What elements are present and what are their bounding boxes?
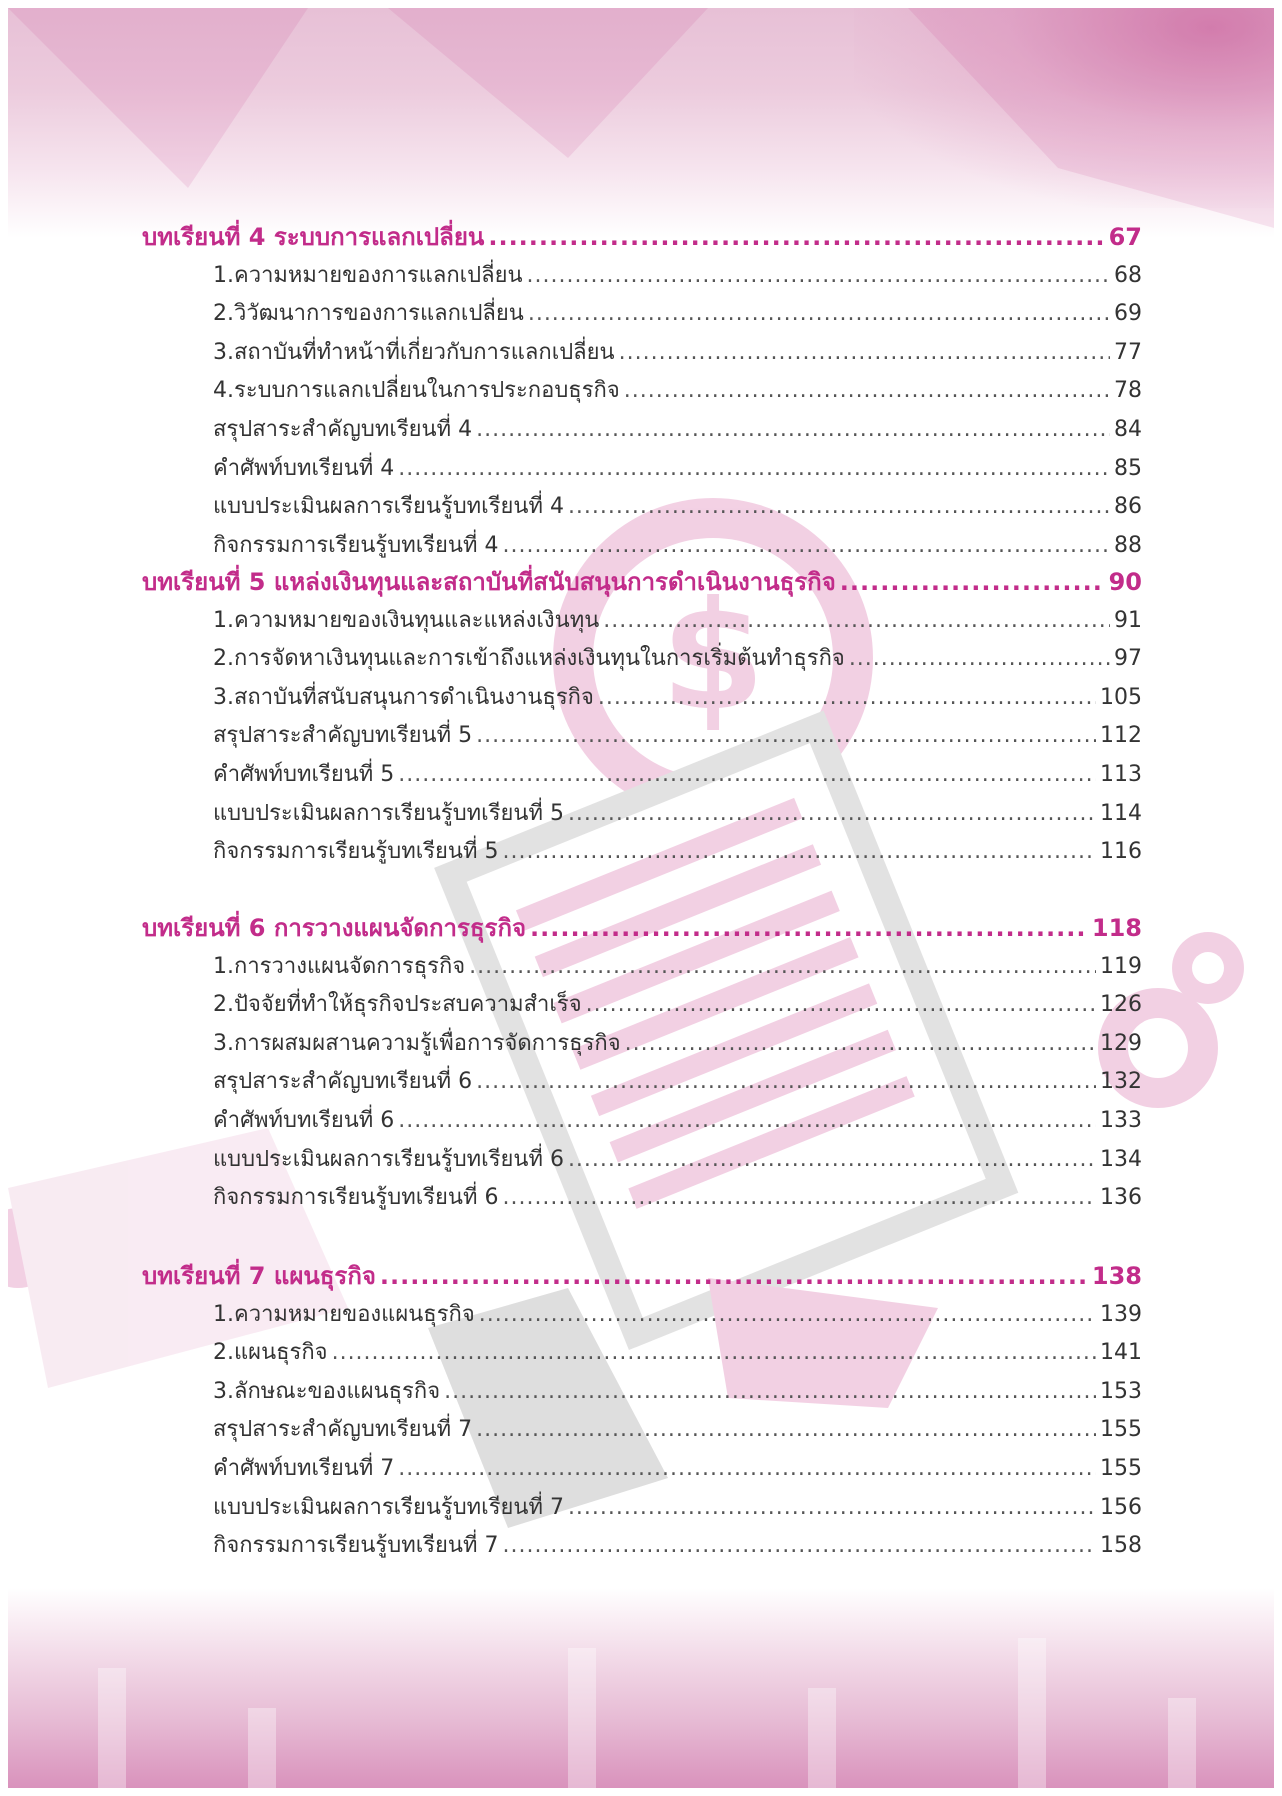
toc-item-entry[interactable] [213,1413,1142,1447]
section-number: 1. [213,607,234,633]
page-number: 126 [1100,992,1142,1018]
page-number: 86 [1114,494,1142,520]
toc-item-entry[interactable] [213,413,1142,447]
dot-leader [469,950,1096,984]
dot-leader [502,835,1096,869]
dot-leader [398,758,1096,792]
chapter-title: บทเรียนที่ 5 แหล่งเงินทุนและสถาบันที่สนับสนุนการดำเนินงานธุรกิจ [142,568,836,596]
dot-leader [476,1413,1096,1447]
dot-leader [586,988,1096,1022]
dot-leader [527,259,1110,293]
page-number: 118 [1091,914,1142,942]
toc-item-entry[interactable] [213,835,1142,869]
dot-leader [502,1181,1096,1215]
toc-section-entry[interactable] [213,642,1142,676]
item-title: คำศัพท์บทเรียนที่ 6 [213,1108,395,1133]
toc-chapter-entry[interactable] [142,565,1142,599]
dot-leader [398,452,1110,486]
dot-leader [619,336,1110,370]
item-title: แบบประเมินผลการเรียนรู้บทเรียนที่ 6 [213,1146,564,1172]
page-number: 85 [1114,455,1142,481]
item-title: แบบประเมินผลการเรียนรู้บทเรียนที่ 7 [213,1494,564,1520]
toc-section-entry[interactable] [213,681,1142,715]
toc-item-entry[interactable] [213,1452,1142,1486]
item-title: สรุปสาระสำคัญบทเรียนที่ 7 [213,1417,473,1443]
dot-leader [624,374,1110,408]
dot-leader [603,604,1110,638]
section-title: สถาบันที่ทำหน้าที่เกี่ยวกับการแลกเปลี่ยน [234,339,615,365]
dot-leader [380,1259,1088,1293]
page-number: 88 [1114,532,1142,558]
chapter-title: บทเรียนที่ 4 ระบบการแลกเปลี่ยน [142,223,485,251]
page-number: 116 [1100,839,1142,865]
page-number: 90 [1108,568,1142,596]
page-number: 155 [1100,1417,1142,1443]
section-number: 3. [213,1378,234,1404]
section-number: 2. [213,1340,234,1366]
section-title: แผนธุรกิจ [234,1340,328,1366]
toc-chapter-entry[interactable] [142,1259,1142,1293]
toc-item-entry[interactable] [213,1529,1142,1563]
item-title: คำศัพท์บทเรียนที่ 7 [213,1456,395,1481]
page-number: 77 [1114,339,1142,365]
toc-section-entry[interactable] [213,950,1142,984]
toc-item-entry[interactable] [213,797,1142,831]
toc-section-entry[interactable] [213,1298,1142,1332]
item-title: สรุปสาระสำคัญบทเรียนที่ 6 [213,1069,473,1095]
item-title: สรุปสาระสำคัญบทเรียนที่ 4 [213,417,473,442]
item-title: คำศัพท์บทเรียนที่ 5 [213,762,395,787]
page-number: 153 [1100,1378,1142,1404]
page-number: 67 [1108,223,1142,251]
section-number: 2. [213,992,234,1018]
dot-leader [625,1027,1096,1061]
dot-leader [398,1452,1096,1486]
item-title: กิจกรรมการเรียนรู้บทเรียนที่ 5 [213,839,499,865]
page-number: 112 [1100,723,1142,749]
dot-leader [476,719,1096,753]
dot-leader [398,1104,1096,1138]
toc-section-entry[interactable] [213,297,1142,331]
toc-item-entry[interactable] [213,529,1142,563]
page-number: 133 [1100,1108,1142,1133]
page-number: 78 [1114,378,1142,404]
section-title: ความหมายของเงินทุนและแหล่งเงินทุน [234,607,600,633]
page-number: 136 [1100,1185,1142,1211]
dot-leader [444,1375,1096,1409]
dot-leader [528,297,1110,331]
item-title: คำศัพท์บทเรียนที่ 4 [213,455,395,481]
svg-text:$: $ [660,570,766,744]
dot-leader [568,1491,1096,1525]
page-number: 134 [1100,1146,1142,1172]
dot-leader [568,490,1110,524]
section-title: การผสมผสานความรู้เพื่อการจัดการธุรกิจ [234,1030,621,1056]
dot-leader [849,642,1110,676]
dot-leader [840,565,1105,599]
page-number: 141 [1100,1340,1142,1366]
page-number: 139 [1100,1301,1142,1327]
section-title: ความหมายของแผนธุรกิจ [234,1301,475,1327]
page-number: 129 [1100,1030,1142,1056]
toc-chapter-entry[interactable] [142,911,1142,945]
item-title: กิจกรรมการเรียนรู้บทเรียนที่ 6 [213,1185,499,1211]
dot-leader [502,1529,1096,1563]
toc-item-entry[interactable] [213,1065,1142,1099]
page-number: 69 [1114,301,1142,327]
section-number: 2. [213,301,234,327]
page-number: 97 [1114,646,1142,672]
toc-item-entry[interactable] [213,1181,1142,1215]
page-number: 155 [1100,1456,1142,1481]
dot-leader [476,1065,1096,1099]
page-number: 84 [1114,417,1142,442]
section-title: ระบบการแลกเปลี่ยนในการประกอบธุรกิจ [234,378,620,404]
item-title: แบบประเมินผลการเรียนรู้บทเรียนที่ 4 [213,494,564,520]
toc-item-entry[interactable] [213,758,1142,792]
page-number: 158 [1100,1533,1142,1559]
toc-item-entry[interactable] [213,452,1142,486]
dot-leader [598,681,1096,715]
item-title: กิจกรรมการเรียนรู้บทเรียนที่ 7 [213,1533,499,1559]
page-number: 132 [1100,1069,1142,1095]
section-title: ปัจจัยที่ทำให้ธุรกิจประสบความสำเร็จ [234,992,582,1018]
toc-section-entry[interactable] [213,259,1142,293]
page-number: 114 [1100,800,1142,826]
table-of-contents [8,8,1274,1788]
page-number: 119 [1100,953,1142,979]
toc-section-entry[interactable] [213,1336,1142,1370]
toc-item-entry[interactable] [213,1143,1142,1177]
page-number: 91 [1114,607,1142,633]
toc-section-entry[interactable] [213,1027,1142,1061]
section-title: สถาบันที่สนับสนุนการดำเนินงานธุรกิจ [234,684,594,710]
toc-item-entry[interactable] [213,490,1142,524]
toc-item-entry[interactable] [213,1491,1142,1525]
section-number: 3. [213,339,234,365]
page-number: 113 [1100,762,1142,787]
toc-item-entry[interactable] [213,1104,1142,1138]
section-number: 1. [213,262,234,288]
dot-leader [488,220,1104,254]
toc-section-entry[interactable] [213,604,1142,638]
section-number: 3. [213,1030,234,1056]
toc-item-entry[interactable] [213,719,1142,753]
section-title: ลักษณะของแผนธุรกิจ [234,1378,441,1404]
page-number: 105 [1100,684,1142,710]
section-title: การจัดหาเงินทุนและการเข้าถึงแหล่งเงินทุนในการเริ่มต้นทำธุรกิจ [234,646,845,672]
section-number: 1. [213,953,234,979]
section-number: 3. [213,684,234,710]
item-title: กิจกรรมการเรียนรู้บทเรียนที่ 4 [213,532,499,558]
dot-leader [502,529,1110,563]
dot-leader [568,797,1096,831]
toc-chapter-entry[interactable] [142,220,1142,254]
dot-leader [568,1143,1096,1177]
section-title: การวางแผนจัดการธุรกิจ [234,953,466,979]
section-title: ความหมายของการแลกเปลี่ยน [234,262,523,288]
item-title: สรุปสาระสำคัญบทเรียนที่ 5 [213,723,473,749]
toc-section-entry[interactable] [213,1375,1142,1409]
dot-leader [476,413,1110,447]
page-number: 138 [1091,1262,1142,1290]
section-title: วิวัฒนาการของการแลกเปลี่ยน [234,301,524,327]
toc-section-entry[interactable] [213,374,1142,408]
dot-leader [530,911,1088,945]
section-number: 2. [213,646,234,672]
section-number: 1. [213,1301,234,1327]
chapter-title: บทเรียนที่ 7 แผนธุรกิจ [142,1262,376,1290]
toc-section-entry[interactable] [213,988,1142,1022]
document-page [8,8,1274,1788]
dot-leader [332,1336,1096,1370]
item-title: แบบประเมินผลการเรียนรู้บทเรียนที่ 5 [213,800,564,826]
toc-section-entry[interactable] [213,336,1142,370]
page-number: 68 [1114,262,1142,288]
chapter-title: บทเรียนที่ 6 การวางแผนจัดการธุรกิจ [142,914,527,942]
section-number: 4. [213,378,234,404]
page-number: 156 [1100,1494,1142,1520]
dot-leader [479,1298,1096,1332]
